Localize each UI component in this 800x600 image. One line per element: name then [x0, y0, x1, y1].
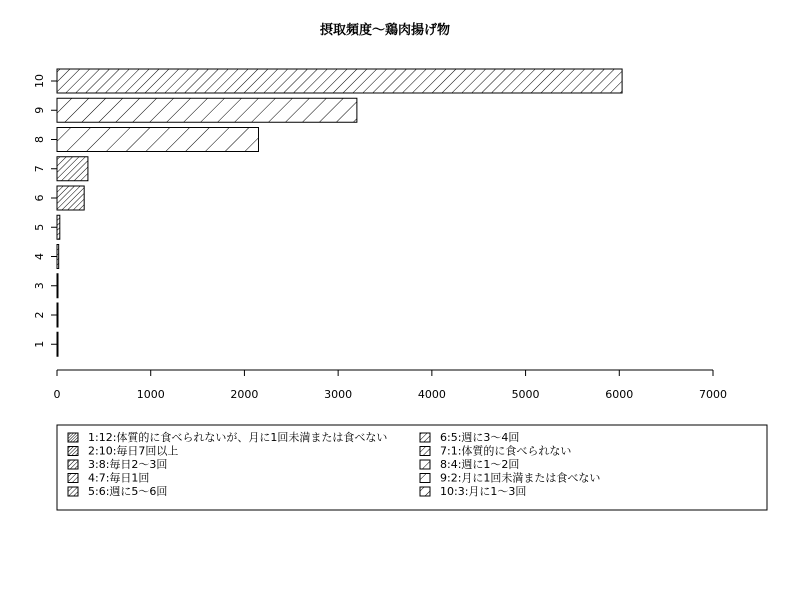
y-tick-label: 5 — [33, 223, 46, 231]
legend-swatch — [68, 447, 78, 456]
x-axis — [54, 370, 728, 401]
bar-10 — [57, 69, 622, 93]
chart-title: 摂取頻度〜鶏肉揚げ物 — [319, 23, 451, 38]
x-tick-label: 2000 — [230, 388, 259, 401]
bar-8 — [57, 128, 258, 152]
legend-swatch — [420, 460, 430, 469]
legend-swatch — [420, 474, 430, 483]
y-axis — [33, 74, 57, 348]
x-tick-label: 1000 — [136, 388, 165, 401]
legend-label: 5:6:週に5〜6回 — [88, 485, 168, 498]
legend — [57, 425, 767, 510]
y-tick-label: 9 — [33, 106, 46, 114]
bar-2 — [57, 303, 58, 327]
x-tick-label: 5000 — [511, 388, 540, 401]
legend-label: 6:5:週に3〜4回 — [440, 431, 520, 444]
x-tick-label: 4000 — [417, 388, 446, 401]
bar-4 — [57, 245, 59, 269]
legend-swatch — [68, 487, 78, 496]
x-tick-label: 7000 — [699, 388, 727, 401]
x-tick-label: 6000 — [605, 388, 634, 401]
x-tick-label: 3000 — [324, 388, 353, 401]
legend-label: 2:10:毎日7回以上 — [88, 444, 179, 458]
bar-3 — [57, 274, 58, 298]
y-tick-label: 10 — [33, 74, 46, 88]
bar-6 — [57, 186, 84, 210]
bar-5 — [57, 215, 60, 239]
bars — [57, 69, 622, 356]
legend-swatch — [420, 433, 430, 442]
bar-9 — [57, 98, 357, 122]
legend-swatch — [420, 447, 430, 456]
bar-1 — [57, 332, 58, 356]
y-tick-label: 6 — [33, 194, 46, 202]
legend-label: 3:8:毎日2〜3回 — [88, 458, 168, 471]
legend-label: 1:12:体質的に食べられないが、月に1回未満または食べない — [88, 431, 388, 444]
legend-swatch — [420, 487, 430, 496]
y-tick-label: 3 — [33, 282, 46, 290]
legend-label: 7:1:体質的に食べられない — [440, 444, 572, 458]
y-tick-label: 2 — [33, 311, 46, 319]
x-tick-label: 0 — [53, 388, 61, 401]
y-tick-label: 7 — [33, 165, 46, 173]
legend-swatch — [68, 433, 78, 442]
legend-swatch — [68, 474, 78, 483]
y-tick-label: 4 — [33, 253, 46, 260]
legend-label: 9:2:月に1回未満または食べない — [440, 471, 601, 485]
legend-label: 8:4:週に1〜2回 — [440, 458, 520, 471]
bar-7 — [57, 157, 88, 181]
y-tick-label: 1 — [33, 340, 46, 348]
y-tick-label: 8 — [33, 136, 46, 143]
legend-label: 10:3:月に1〜3回 — [440, 485, 527, 498]
legend-label: 4:7:毎日1回 — [88, 471, 150, 485]
legend-swatch — [68, 460, 78, 469]
